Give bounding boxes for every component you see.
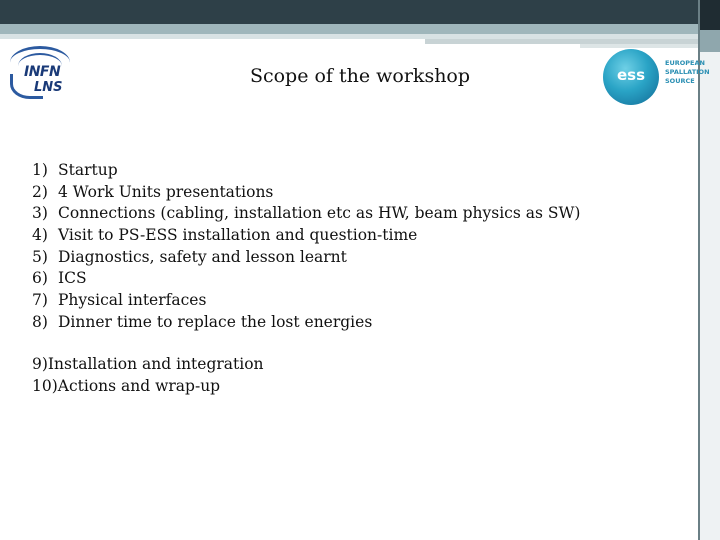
agenda-item xyxy=(32,160,580,182)
right-edge-band-mid xyxy=(700,30,720,52)
agenda-item xyxy=(32,312,580,334)
agenda-item-text: Visit to PS-ESS installation and question-time xyxy=(58,226,418,245)
header-band-dark xyxy=(0,0,700,24)
agenda-item-number: 3) xyxy=(32,204,48,223)
agenda-item-number: 2) xyxy=(32,182,48,201)
agenda-item-text: Dinner time to replace the lost energies xyxy=(58,312,373,331)
ess-logo-words xyxy=(665,59,710,86)
infn-logo-text: INFN xyxy=(24,64,61,80)
agenda-item-number: 6) xyxy=(32,269,48,288)
agenda-item xyxy=(32,225,580,247)
agenda-item-number: 10) xyxy=(32,376,58,395)
agenda-item-text: ICS xyxy=(58,269,87,288)
agenda-item-text: Startup xyxy=(58,161,118,179)
agenda-item-text: Physical interfaces xyxy=(58,291,207,310)
ess-logo-word: EUROPEAN xyxy=(665,59,705,67)
agenda-item-number: 1) xyxy=(32,161,48,179)
agenda-item xyxy=(32,268,580,290)
agenda-item-number: 9) xyxy=(32,355,48,373)
infn-lns-logo xyxy=(8,44,78,104)
agenda-item-text: 4 Work Units presentations xyxy=(58,182,274,201)
agenda-item xyxy=(32,354,264,376)
slide-title: Scope of the workshop xyxy=(249,65,471,87)
lns-logo-text: LNS xyxy=(34,80,63,95)
agenda-item-number: 8) xyxy=(32,312,48,331)
agenda-item-number: 5) xyxy=(32,247,48,266)
agenda-item-text: Connections (cabling, installation etc as HW, beam physics as SW) xyxy=(58,204,581,223)
agenda-item-text: Actions and wrap-up xyxy=(57,376,221,395)
ess-logo-mark: ess xyxy=(616,66,646,84)
ess-logo xyxy=(603,47,710,109)
header-band-teal xyxy=(0,24,700,34)
agenda-list-continued xyxy=(32,354,264,397)
agenda-item xyxy=(32,182,580,204)
agenda-item-text: Diagnostics, safety and lesson learnt xyxy=(58,247,347,266)
right-edge-band-dark xyxy=(700,0,720,30)
agenda-item xyxy=(32,376,264,398)
ess-logo-word: SOURCE xyxy=(665,77,695,85)
agenda-list xyxy=(32,160,580,334)
agenda-item xyxy=(32,247,580,269)
ess-logo-word: SPALLATION xyxy=(665,68,710,76)
agenda-item xyxy=(32,290,580,312)
agenda-item-number: 7) xyxy=(32,291,48,310)
agenda-item xyxy=(32,203,580,225)
agenda-item-text: Installation and integration xyxy=(47,355,264,373)
agenda-item-number: 4) xyxy=(32,226,48,245)
